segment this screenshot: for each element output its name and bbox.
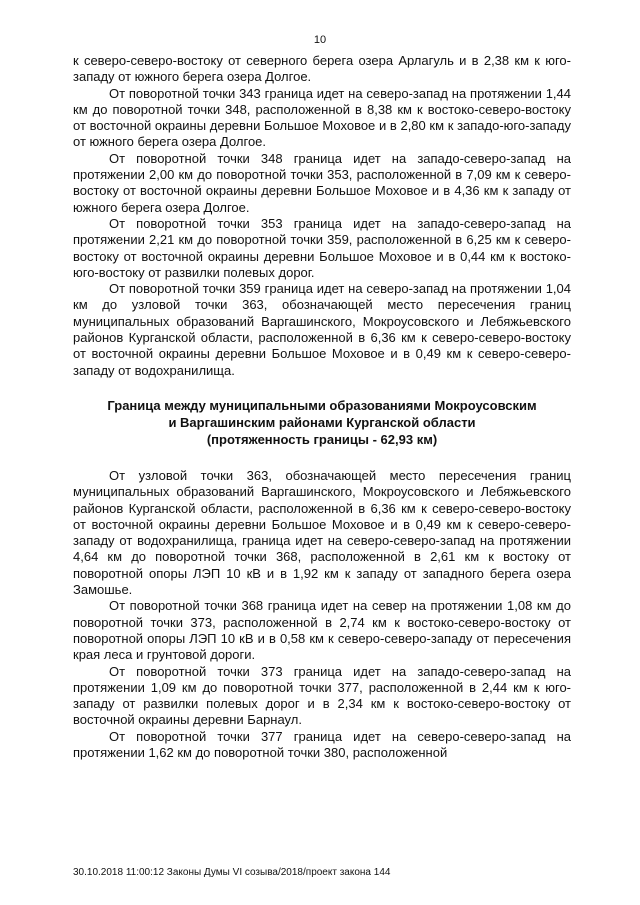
paragraph-point-363: От узловой точки 363, обозначающей место пересечения границ муниципальных образований Варгашинского, Мокроусовского и Лебяжьевского районов Курганской области, расположенной в 6,36 км к северо-северо-востоку от восточной окраины деревни Большое Моховое и в 0,49 км к северо-северо-западу от водохранилища, граница идет на северо-северо-запад на протяжении 4,64 км до поворотной точки 368, расположенной в 2,61 км к востоку от поворотной опоры ЛЭП 10 кВ и в 1,92 км к западу от западного берега озера Замошье. bbox=[73, 467, 571, 598]
section-heading-line-2: и Варгашинским районами Курганской области bbox=[168, 414, 476, 430]
paragraph-point-368: От поворотной точки 368 граница идет на север на протяжении 1,08 км до поворотной точки 373, расположенной в 2,74 км к востоко-северо-востоку от поворотной опоры ЛЭП 10 кВ и в 0,58 км к северо-северо-западу от пересечения края леса и грунтовой дороги. bbox=[73, 598, 571, 663]
page-number: 10 bbox=[313, 34, 327, 46]
paragraph-point-343: От поворотной точки 343 граница идет на северо-запад на протяжении 1,44 км до поворотной точки 348, расположенной в 8,38 км к востоко-северо-востоку от восточной окраины деревни Большое Моховое и в 2,80 км к западо-юго-западу от южного берега озера Долгое. bbox=[73, 85, 571, 150]
document-body bbox=[73, 53, 571, 761]
paragraph-point-359: От поворотной точки 359 граница идет на северо-запад на протяжении 1,04 км до узловой точки 363, обозначающей место пересечения границ муниципальных образований Варгашинского, Мокроусовского и Лебяжьевского районов Курганской области, расположенной в 6,36 км к северо-северо-востоку от восточной окраины деревни Большое Моховое и в 0,49 км к северо-северо-западу от водохранилища. bbox=[73, 281, 571, 378]
footer-document-stamp: 30.10.2018 11:00:12 Законы Думы VI созыва/2018/проект закона 144 bbox=[73, 867, 391, 878]
paragraph-point-353: От поворотной точки 353 граница идет на западо-северо-запад на протяжении 2,21 км до поворотной точки 359, расположенной в 6,25 км к северо-востоку от восточной окраины деревни Большое Моховое и в 0,44 км к востоко-юго-востоку от развилки полевых дорог. bbox=[73, 215, 571, 280]
section-heading-line-1: Граница между муниципальными образованиями Мокроусовским bbox=[107, 397, 537, 413]
paragraph-point-373: От поворотной точки 373 граница идет на западо-северо-запад на протяжении 1,09 км до поворотной точки 377, расположенной в 2,44 км к юго-западу от развилки полевых дорог и в 2,34 км к востоко-северо-востоку от восточной окраины деревни Барнаул. bbox=[73, 663, 571, 728]
section-heading-line-3: (протяженность границы - 62,93 км) bbox=[206, 431, 438, 447]
section-heading bbox=[73, 397, 571, 448]
paragraph-continuation: к северо-северо-востоку от северного берега озера Арлагуль и в 2,38 км к юго-западу от южного берега озера Долгое. bbox=[73, 53, 571, 85]
paragraph-point-377: От поворотной точки 377 граница идет на северо-северо-запад на протяжении 1,62 км до поворотной точки 380, расположенной bbox=[73, 728, 571, 760]
paragraph-point-348: От поворотной точки 348 граница идет на западо-северо-запад на протяжении 2,00 км до поворотной точки 353, расположенной в 7,09 км к северо-востоку от восточной окраины деревни Большое Моховое и в 4,36 км к западу от южного берега озера Долгое. bbox=[73, 150, 571, 215]
